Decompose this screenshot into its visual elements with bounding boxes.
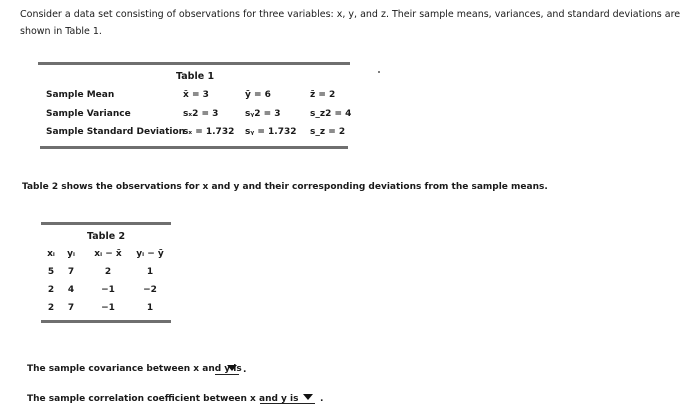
table1-row-std [46,127,356,141]
intro-paragraph: Consider a data set consisting of observations for three variables: x, y, and z. Their sample means, variances, and standard deviations are shown in Table 1. [20,9,681,37]
table-row [44,285,174,299]
header-yi: yᵢ [67,249,75,259]
row-label: Sample Mean [46,90,115,100]
table1-title: Table 1 [176,71,215,82]
table1-row-mean [46,90,356,104]
x-value: x̄ = 3 [183,90,209,100]
cell-x-dev: −1 [101,303,115,313]
table2-bottom-rule [41,320,171,323]
cell-yi: 7 [67,303,75,313]
covariance-dropdown[interactable] [215,362,239,375]
header-x-dev: xᵢ − x̄ [94,249,122,259]
z-value: s_z = 2 [310,127,346,137]
table2-header-row [44,249,174,263]
correlation-dropdown[interactable] [260,391,315,404]
table2-title: Table 2 [87,231,126,242]
z-value: s_z2 = 4 [310,109,352,119]
table1-top-rule [38,62,350,65]
table2-top-rule [41,222,171,225]
cell-yi: 7 [67,267,75,277]
covariance-period: . [243,365,247,375]
cell-yi: 4 [67,285,75,295]
table1-bottom-rule [40,146,348,149]
covariance-question: The sample covariance between x and y is [27,364,242,374]
x-value: sₓ = 1.732 [183,127,235,137]
table-row [44,267,174,281]
cell-xi: 5 [47,267,55,277]
correlation-period: . [320,394,324,404]
table-row [44,303,174,317]
row-label: Sample Variance [46,109,131,119]
y-value: ȳ = 6 [245,90,271,100]
y-value: sᵧ2 = 3 [245,109,281,119]
x-value: sₓ2 = 3 [183,109,219,119]
z-value: z̄ = 2 [310,90,336,100]
table1-row-variance [46,109,356,123]
row-label: Sample Standard Deviation [46,127,186,137]
cell-y-dev: −2 [143,285,157,295]
header-y-dev: yᵢ − ȳ [136,249,164,259]
scan-speck [378,71,380,73]
chevron-down-icon [303,394,313,400]
cell-x-dev: 2 [104,267,112,277]
header-xi: xᵢ [47,249,55,259]
cell-x-dev: −1 [101,285,115,295]
y-value: sᵧ = 1.732 [245,127,297,137]
cell-y-dev: 1 [146,267,154,277]
cell-y-dev: 1 [146,303,154,313]
chevron-down-icon [227,365,237,371]
cell-xi: 2 [47,303,55,313]
table2-intro: Table 2 shows the observations for x and y and their corresponding deviations from the sample means. [22,182,548,192]
cell-xi: 2 [47,285,55,295]
correlation-question: The sample correlation coefficient between x and y is [27,394,299,404]
